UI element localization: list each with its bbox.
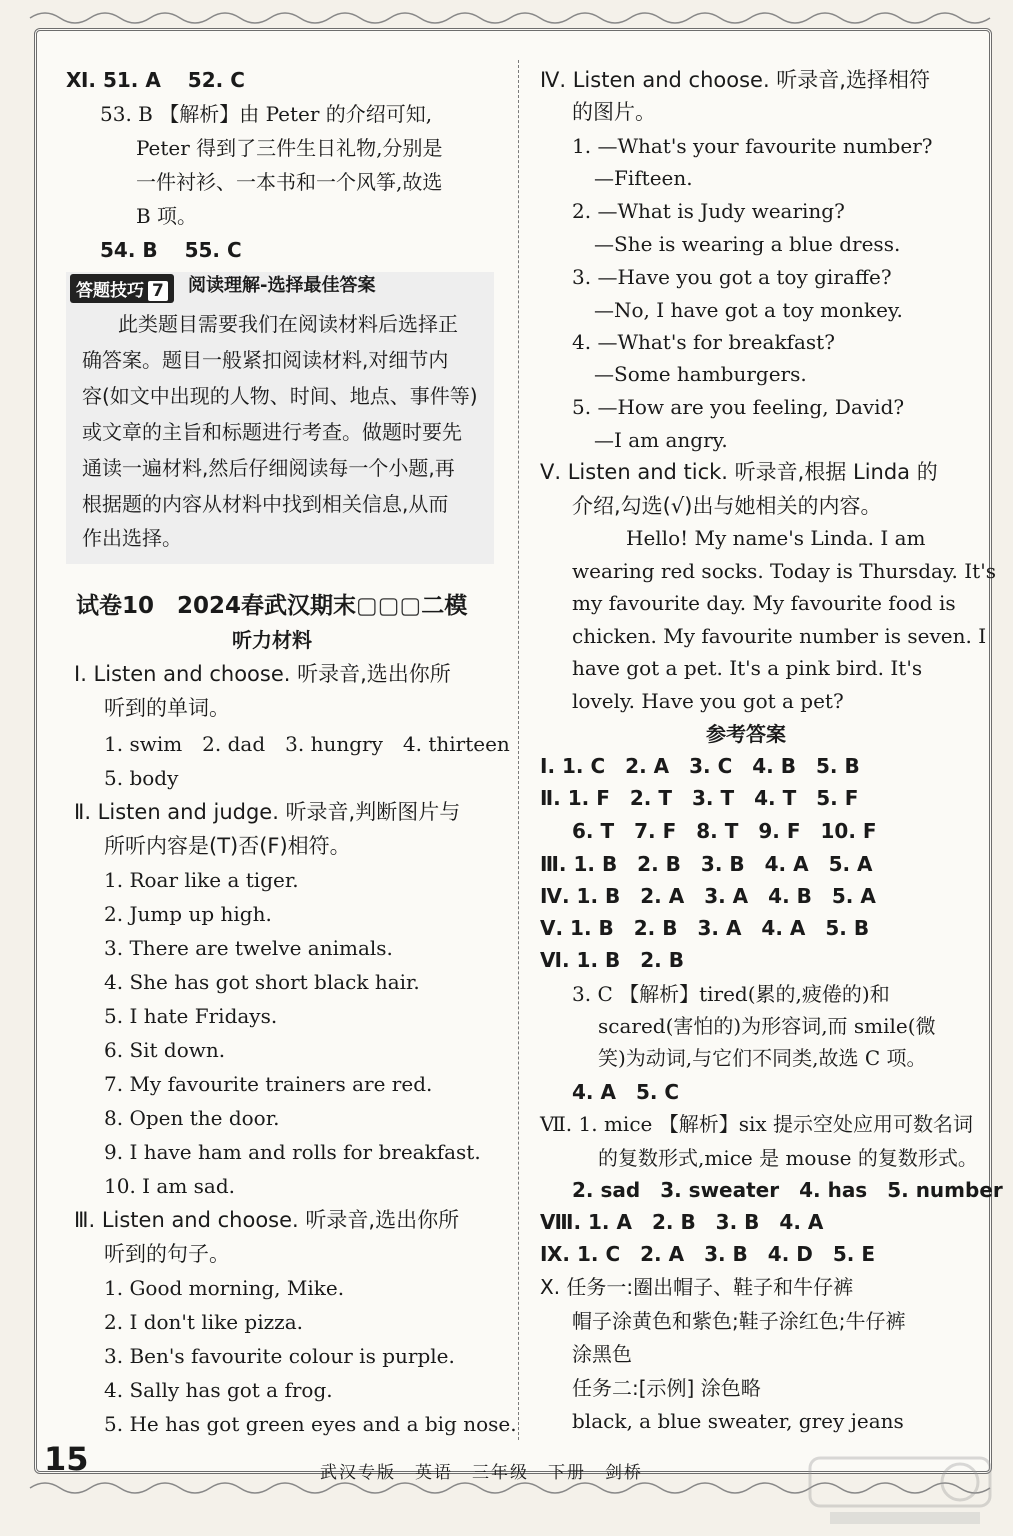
item-line: 2. I don't like pizza. bbox=[104, 1310, 303, 1334]
item-line: 5. body bbox=[104, 766, 179, 790]
item-line: 1. swim 2. dad 3. hungry 4. thirteen bbox=[104, 732, 510, 756]
item-line: 3. There are twelve animals. bbox=[104, 936, 393, 960]
answer-line: 6. T 7. F 8. T 9. F 10. F bbox=[572, 819, 877, 843]
answer-line: black, a blue sweater, grey jeans bbox=[572, 1409, 904, 1433]
answer-line: 53. B 【解析】由 Peter 的介绍可知, bbox=[100, 102, 433, 126]
section-heading: 介绍,勾选(√)出与她相关的内容。 bbox=[572, 494, 882, 518]
section-heading: 的图片。 bbox=[572, 100, 656, 124]
item-line: 7. My favourite trainers are red. bbox=[104, 1072, 433, 1096]
answer-line: Ⅴ. 1. B 2. B 3. A 4. A 5. B bbox=[540, 916, 870, 940]
answers-heading: 参考答案 bbox=[706, 722, 786, 746]
item-line: 4. Sally has got a frog. bbox=[104, 1378, 333, 1402]
paper-title: 试卷10 2024春武汉期末▢▢▢二模 bbox=[76, 593, 468, 619]
item-line: 4. —What's for breakfast? bbox=[572, 330, 835, 354]
answer-line: Ⅳ. 1. B 2. A 3. A 4. B 5. A bbox=[540, 884, 876, 908]
tip-badge: 答题技巧 7 bbox=[70, 274, 174, 303]
item-line: 6. Sit down. bbox=[104, 1038, 226, 1062]
item-line: —I am angry. bbox=[594, 428, 728, 452]
answer-line: B 项。 bbox=[136, 204, 198, 228]
item-line: 9. I have ham and rolls for breakfast. bbox=[104, 1140, 481, 1164]
answer-line: Ⅰ. 1. C 2. A 3. C 4. B 5. B bbox=[540, 754, 860, 778]
section-heading: Ⅳ. Listen and choose. 听录音,选择相符 bbox=[540, 68, 930, 92]
item-line: 3. Ben's favourite colour is purple. bbox=[104, 1344, 455, 1368]
passage-line: have got a pet. It's a pink bird. It's bbox=[572, 656, 923, 680]
watermark-logo bbox=[800, 1450, 1000, 1530]
item-line: 1. Good morning, Mike. bbox=[104, 1276, 345, 1300]
answer-line: Peter 得到了三件生日礼物,分别是 bbox=[136, 136, 443, 160]
item-line: —Some hamburgers. bbox=[594, 362, 807, 386]
answer-line: Ⅺ. 51. A 52. C bbox=[66, 68, 245, 92]
answer-line: Ⅵ. 1. B 2. B bbox=[540, 948, 684, 972]
answer-line: 3. C 【解析】tired(累的,疲倦的)和 bbox=[572, 982, 890, 1006]
answer-line: 任务二:[示例] 涂色略 bbox=[572, 1376, 761, 1400]
answer-line: 4. A 5. C bbox=[572, 1080, 680, 1104]
column-divider bbox=[518, 60, 519, 1440]
item-line: 8. Open the door. bbox=[104, 1106, 280, 1130]
item-line: 4. She has got short black hair. bbox=[104, 970, 420, 994]
passage-line: chicken. My favourite number is seven. I bbox=[572, 624, 987, 648]
item-line: 1. —What's your favourite number? bbox=[572, 134, 933, 158]
section-heading: 听到的句子。 bbox=[104, 1242, 230, 1266]
item-line: 1. Roar like a tiger. bbox=[104, 868, 299, 892]
footer-text: 武汉专版 英语 三年级 下册 剑桥 bbox=[320, 1463, 643, 1483]
tip-title: 阅读理解-选择最佳答案 bbox=[188, 275, 376, 296]
item-line: —She is wearing a blue dress. bbox=[594, 232, 901, 256]
answer-line: 一件衬衫、一本书和一个风筝,故选 bbox=[136, 170, 443, 194]
passage-line: Hello! My name's Linda. I am bbox=[626, 526, 926, 550]
section-heading: Ⅰ. Listen and choose. 听录音,选出你所 bbox=[74, 662, 451, 686]
item-line: 5. He has got green eyes and a big nose. bbox=[104, 1412, 517, 1436]
item-line: 3. —Have you got a toy giraffe? bbox=[572, 265, 892, 289]
answer-line: Ⅷ. 1. A 2. B 3. B 4. A bbox=[540, 1210, 824, 1234]
section-heading: Ⅲ. Listen and choose. 听录音,选出你所 bbox=[74, 1208, 460, 1232]
item-line: 5. —How are you feeling, David? bbox=[572, 395, 905, 419]
answer-line: 涂黑色 bbox=[572, 1342, 632, 1366]
passage-line: wearing red socks. Today is Thursday. It's bbox=[572, 559, 996, 583]
item-line: —No, I have got a toy monkey. bbox=[594, 298, 903, 322]
answer-line: 的复数形式,mice 是 mouse 的复数形式。 bbox=[598, 1146, 978, 1170]
answer-line: scared(害怕的)为形容词,而 smile(微 bbox=[598, 1014, 936, 1038]
section-heading: 听到的单词。 bbox=[104, 696, 230, 720]
answer-line: 2. sad 3. sweater 4. has 5. number bbox=[572, 1178, 1003, 1202]
item-line: 10. I am sad. bbox=[104, 1174, 236, 1198]
item-line: 2. Jump up high. bbox=[104, 902, 272, 926]
listening-heading: 听力材料 bbox=[232, 628, 312, 652]
passage-line: my favourite day. My favourite food is bbox=[572, 591, 956, 615]
tip-line: 作出选择。 bbox=[82, 526, 182, 550]
tip-line: 容(如文中出现的人物、时间、地点、事件等) bbox=[82, 384, 478, 408]
answer-line: Ⅸ. 1. C 2. A 3. B 4. D 5. E bbox=[540, 1242, 876, 1266]
answer-line: Ⅲ. 1. B 2. B 3. B 4. A 5. A bbox=[540, 852, 873, 876]
item-line: —Fifteen. bbox=[594, 166, 693, 190]
passage-line: lovely. Have you got a pet? bbox=[572, 689, 844, 713]
item-line: 5. I hate Fridays. bbox=[104, 1004, 278, 1028]
tip-line: 此类题目需要我们在阅读材料后选择正 bbox=[118, 312, 458, 336]
section-heading: Ⅱ. Listen and judge. 听录音,判断图片与 bbox=[74, 800, 461, 824]
section-heading: Ⅴ. Listen and tick. 听录音,根据 Linda 的 bbox=[540, 460, 938, 484]
answer-line: 笑)为动词,与它们不同类,故选 C 项。 bbox=[598, 1046, 927, 1070]
answer-line: Ⅶ. 1. mice 【解析】six 提示空处应用可数名词 bbox=[540, 1112, 974, 1136]
item-line: 2. —What is Judy wearing? bbox=[572, 199, 845, 223]
tip-line: 通读一遍材料,然后仔细阅读每一个小题,再 bbox=[82, 456, 455, 480]
answer-line: 54. B 55. C bbox=[100, 238, 242, 262]
answer-line: Ⅱ. 1. F 2. T 3. T 4. T 5. F bbox=[540, 786, 859, 810]
answer-line: 帽子涂黄色和紫色;鞋子涂红色;牛仔裤 bbox=[572, 1309, 906, 1333]
page-number: 15 bbox=[44, 1440, 89, 1478]
answer-line: Ⅹ. 任务一:圈出帽子、鞋子和牛仔裤 bbox=[540, 1275, 854, 1299]
section-heading: 所听内容是(T)否(F)相符。 bbox=[104, 834, 351, 858]
decorative-wavy-border-top bbox=[0, 4, 1013, 28]
tip-line: 或文章的主旨和标题进行考查。做题时要先 bbox=[82, 420, 462, 444]
tip-line: 根据题的内容从材料中找到相关信息,从而 bbox=[82, 492, 449, 516]
tip-line: 确答案。题目一般紧扣阅读材料,对细节内 bbox=[82, 348, 449, 372]
